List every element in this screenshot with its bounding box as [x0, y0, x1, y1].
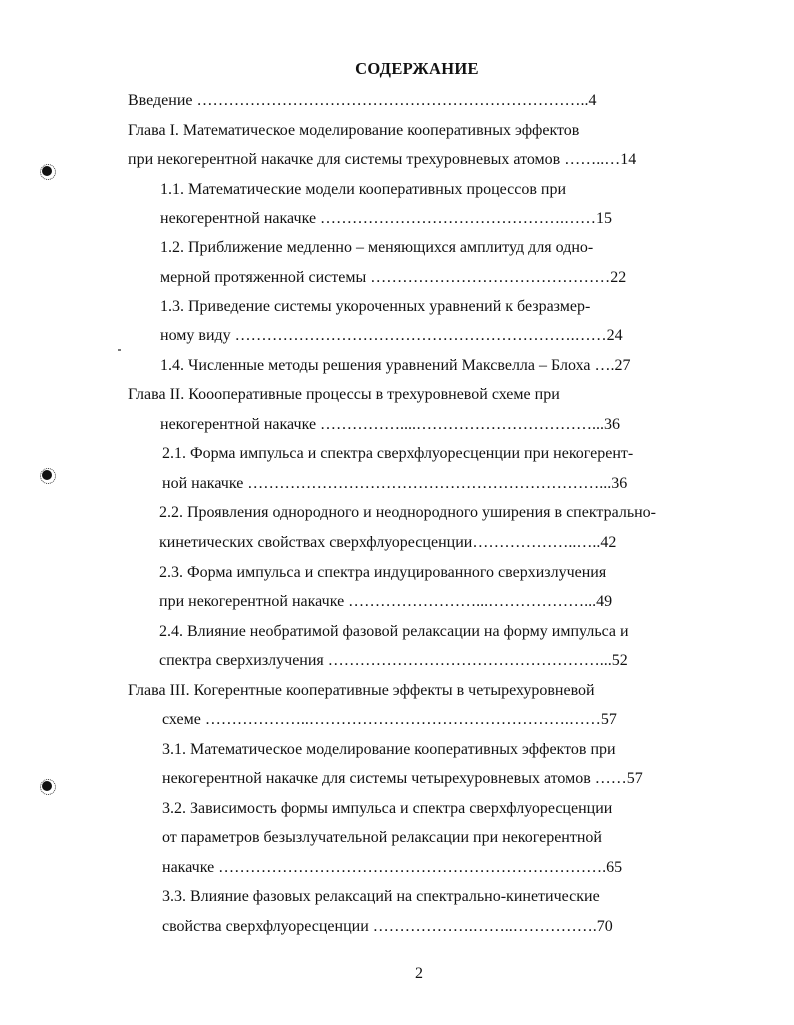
toc-section-3-3-cont: свойства сверхфлуоресценции ……………….……..…………….70 — [162, 918, 613, 935]
punch-hole-middle — [42, 470, 52, 480]
toc-section-2-3: 2.3. Форма импульса и спектра индуцированного сверхизлучения — [159, 564, 607, 581]
toc-section-1-2: 1.2. Приближение медленно – меняющихся амплитуд для одно- — [160, 239, 594, 256]
toc-chapter-3: Глава III. Когерентные кооперативные эффекты в четырехуровневой — [128, 682, 595, 699]
toc-section-2-3-cont: при некогерентной накачке ……………………...………………...49 — [159, 593, 613, 610]
toc-section-3-1: 3.1. Математическое моделирование кооперативных эффектов при — [162, 741, 616, 758]
toc-intro: Введение ………………………………………………………………..4 — [128, 92, 597, 109]
toc-section-3-1-cont: некогерентной накачке для системы четырехуровневых атомов ……57 — [162, 770, 643, 787]
punch-hole-bottom — [42, 781, 52, 791]
scan-speck — [118, 349, 121, 351]
page-number: 2 — [415, 965, 423, 982]
toc-section-2-4-cont: спектра сверхизлучения ……………………………………………...52 — [159, 652, 628, 669]
toc-section-1-2-cont: мерной протяженной системы ………………………………………22 — [160, 269, 627, 286]
toc-section-1-1: 1.1. Математические модели кооперативных процессов при — [160, 181, 567, 198]
toc-section-3-2: 3.2. Зависимость формы импульса и спектра сверхфлуоресценции — [162, 800, 613, 817]
punch-hole-top — [42, 166, 52, 176]
toc-section-2-4: 2.4. Влияние необратимой фазовой релаксации на форму импульса и — [159, 623, 629, 640]
toc-section-3-3: 3.3. Влияние фазовых релаксаций на спектрально-кинетические — [162, 888, 600, 905]
toc-chapter-3-cont: схеме ………………..………………………………………….……57 — [162, 711, 617, 728]
toc-section-3-2-cont2: накачке ……………………………………………………………….65 — [162, 859, 623, 876]
toc-chapter-1: Глава I. Математическое моделирование кооперативных эффектов — [128, 122, 580, 139]
toc-section-1-3-cont: ному виду ……………………………………………………….……24 — [160, 327, 623, 344]
toc-section-2-2-cont: кинетических свойствах сверхфлуоресценции………………..…..42 — [159, 534, 617, 551]
toc-chapter-2: Глава II. Коооперативные процессы в трехуровневой схеме при — [128, 386, 560, 403]
toc-section-2-2: 2.2. Проявления однородного и неоднородного уширения в спектрально- — [159, 504, 656, 521]
toc-section-1-1-cont: некогерентной накачке ……………………………………….……15 — [160, 210, 613, 227]
toc-section-1-3: 1.3. Приведение системы укороченных уравнений к безразмер- — [160, 298, 591, 315]
toc-section-2-1: 2.1. Форма импульса и спектра сверхфлуоресценции при некогерент- — [162, 445, 634, 462]
toc-section-1-4: 1.4. Численные методы решения уравнений Максвелла – Блоха ….27 — [160, 357, 631, 374]
toc-chapter-1-cont: при некогерентной накачке для системы трехуровневых атомов ……..…14 — [128, 151, 637, 168]
toc-chapter-2-cont: некогерентной накачке ……………....……………………………...36 — [160, 416, 621, 433]
toc-section-2-1-cont: ной накачке …………………………………………………………...36 — [162, 475, 628, 492]
toc-section-3-2-cont: от параметров безызлучательной релаксации при некогерентной — [162, 829, 602, 846]
page-title: СОДЕРЖАНИЕ — [355, 59, 479, 78]
